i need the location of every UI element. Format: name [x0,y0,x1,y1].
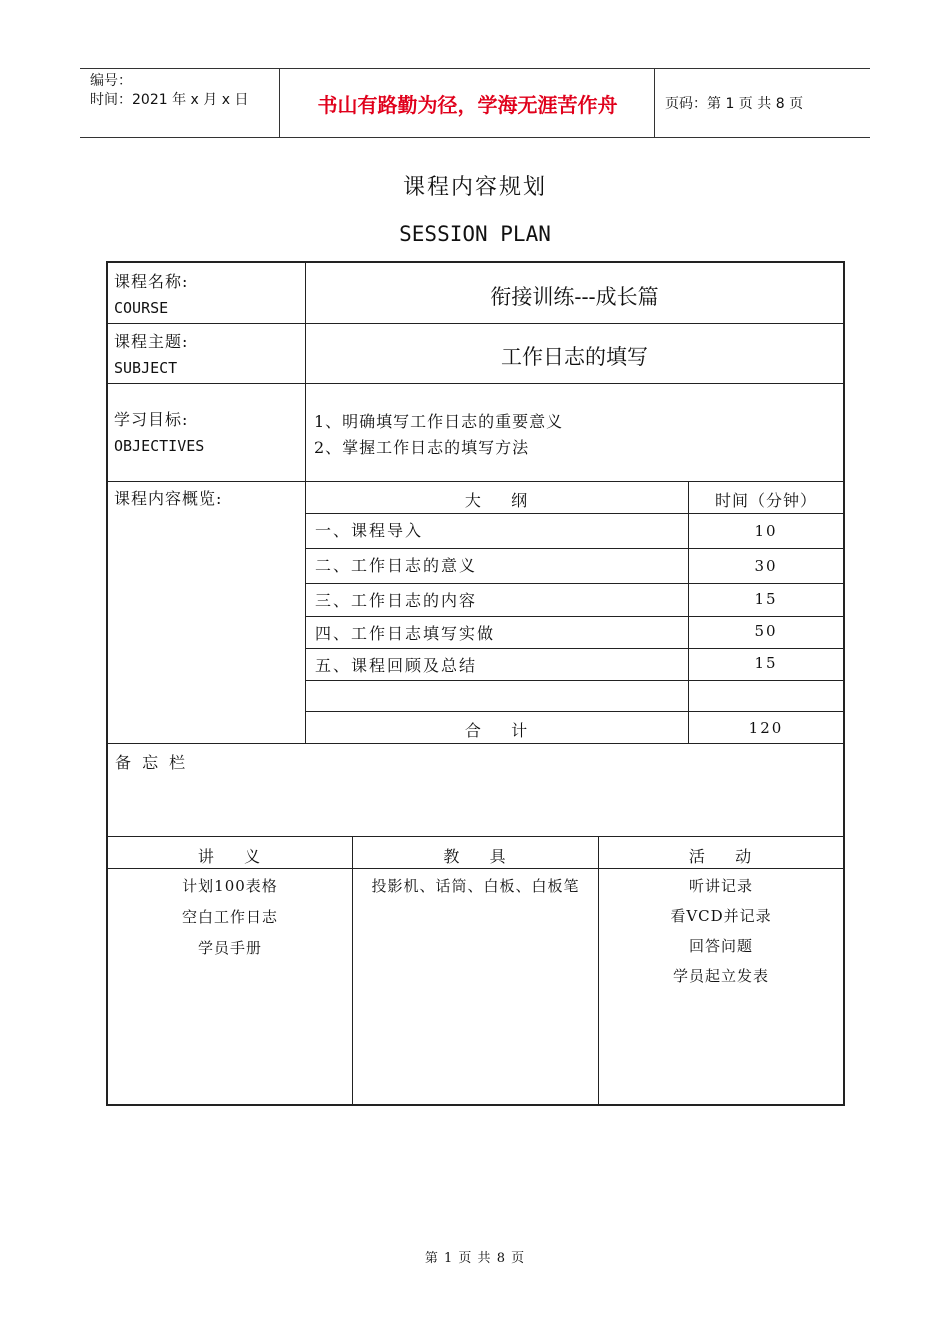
time-cell: 15 [754,590,778,608]
handout-item: 计划100表格 [182,877,278,895]
header-meta [80,69,280,137]
time-cell: 15 [754,654,778,672]
overview-label: 课程内容概览: [114,489,223,508]
total-label: 合 计 [464,721,530,740]
handout-item: 学员手册 [197,939,262,957]
outline-header: 大 纲 [464,491,530,510]
activity-header: 活 动 [688,847,754,866]
activity-item: 看VCD并记录 [670,907,772,925]
objectives-label-en: OBJECTIVES [114,437,205,455]
outline-row: 三、工作日志的内容 [315,591,478,610]
outline-row: 五、课程回顾及总结 [315,656,478,675]
memo-label: 备 忘 栏 [115,753,189,772]
activity-item: 听讲记录 [688,877,753,895]
time-cell: 50 [754,622,778,640]
number-label: 编号： [90,73,132,89]
subject-label-cn: 课程主题: [114,332,189,351]
outline-row: 二、工作日志的意义 [315,556,478,575]
time-cell: 10 [754,522,778,540]
objectives-label-cn: 学习目标: [114,410,189,429]
activity-list [599,871,843,991]
objective-item: 1、明确填写工作日志的重要意义 [314,412,564,431]
time-header: 时间（分钟） [714,491,817,510]
page-footer: 第 1 页 共 8 页 [424,1251,526,1266]
time-label: 时间：2021 年 x 月 x 日 [90,92,249,108]
tools-item: 投影机、话筒、白板、白板笔 [371,877,580,895]
page-title: 课程内容规划 [402,175,547,200]
activity-item: 学员起立发表 [672,967,769,985]
session-plan-table [106,261,845,1106]
tools-list [353,871,598,902]
handout-header: 讲 义 [197,847,263,866]
activity-item: 回答问题 [688,937,753,955]
tools-header: 教 具 [443,847,508,866]
subject-value: 工作日志的填写 [501,345,648,369]
handout-item: 空白工作日志 [181,908,278,926]
course-label [114,268,188,322]
objectives-list [314,409,563,461]
course-label-en: COURSE [114,299,169,317]
objective-item: 2、掌握工作日志的填写方法 [314,438,530,457]
objectives-label [114,406,204,460]
subject-label-en: SUBJECT [114,359,178,377]
course-label-cn: 课程名称: [114,272,189,291]
document-header [80,68,870,138]
outline-row: 一、课程导入 [315,521,424,540]
total-value: 120 [748,719,784,737]
time-cell: 30 [754,557,778,575]
handout-list [108,871,352,964]
header-page-label: 页码：第 1 页 共 8 页 [665,96,804,112]
course-value: 衔接训练---成长篇 [490,285,659,309]
subject-label [114,328,188,382]
page-subtitle: SESSION PLAN [399,222,551,246]
header-motto: 书山有路勤为径，学海无涯苦作舟 [281,69,655,137]
outline-row: 四、工作日志填写实做 [315,624,496,643]
